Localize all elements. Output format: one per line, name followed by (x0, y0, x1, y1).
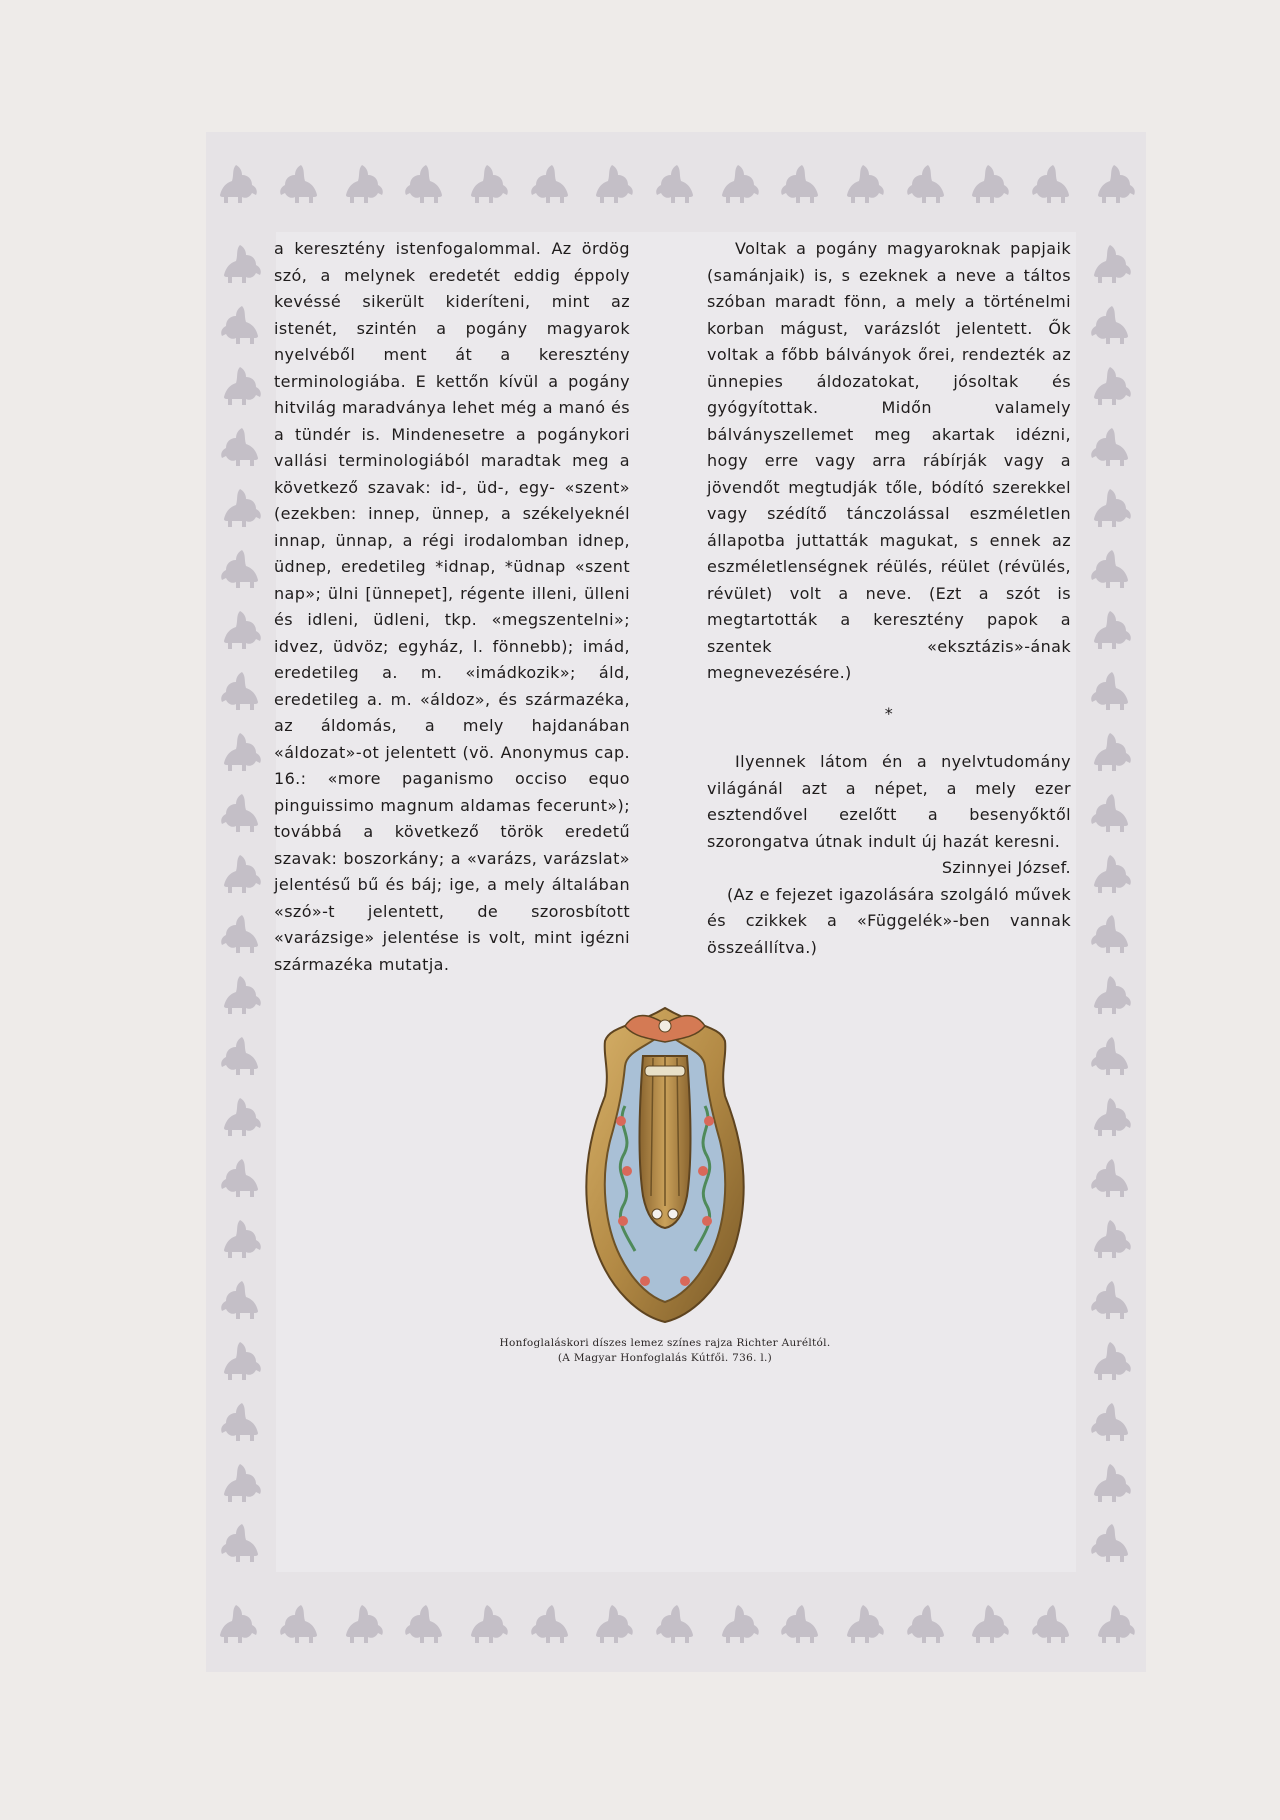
horse-icon (216, 786, 266, 836)
horse-icon (714, 1597, 764, 1647)
horse-icon (1086, 786, 1136, 836)
horse-icon (216, 1334, 266, 1384)
horse-icon (1086, 725, 1136, 775)
sources-note: (Az e fejezet igazolására szolgáló művek és czikkek a «Függelék»-ben vannak összeállítva.) (707, 884, 1071, 957)
horse-icon (216, 725, 266, 775)
right-paragraph-1: Voltak a pogány magyaroknak papjaik (samánjaik) is, s ezeknek a neve a táltos szóban maradt fönn, a mely a történelmi korban mágust, varázslót jelentett. Ők voltak a főbb bálványok őrei, rendezték az ünnepies áldozatokat, jósoltak és gyógyítottak. Midőn valamely bálványszellemet meg akartak idézni, hogy erre vagy arra rábírják vagy a jövendőt megtudják tőle, bódító szerekkel vagy szédítő tánczolással eszméletlen állapotba juttatták magukat, s ennek az eszméletlenségnek réülés, réület (révülés, révület) volt a neve. (Ezt a szót is megtartották a keresztény papok a szentek «eksztázis»-ának megnevezésére.) (707, 239, 1071, 682)
ornamental-border-bottom (206, 1572, 1146, 1672)
horse-icon (216, 664, 266, 714)
horse-icon (1086, 907, 1136, 957)
horse-icon (338, 1597, 388, 1647)
horse-icon (776, 157, 826, 207)
right-text-column (707, 236, 1071, 961)
ornament-plate-illustration (565, 996, 765, 1326)
figure-caption (430, 1336, 900, 1366)
horse-icon (216, 1456, 266, 1506)
horse-icon (1086, 664, 1136, 714)
horse-icon (1086, 603, 1136, 653)
horse-icon (526, 1597, 576, 1647)
horse-icon (216, 359, 266, 409)
horse-icon (1086, 1273, 1136, 1323)
horse-icon (839, 1597, 889, 1647)
horse-icon (216, 1029, 266, 1079)
horse-icon (400, 1597, 450, 1647)
horse-icon (1090, 1597, 1140, 1647)
horse-icon (1086, 1456, 1136, 1506)
left-text-column (274, 236, 630, 978)
horse-icon (216, 481, 266, 531)
horse-icon (902, 157, 952, 207)
horse-icon (1086, 968, 1136, 1018)
horse-icon (1086, 1334, 1136, 1384)
horse-icon (216, 1516, 266, 1566)
section-separator: * (884, 703, 894, 723)
ornamental-border-right (1076, 232, 1146, 1572)
horse-icon (1086, 847, 1136, 897)
horse-icon (1027, 1597, 1077, 1647)
ornamental-border-left (206, 232, 276, 1572)
horse-icon (338, 157, 388, 207)
horse-icon (1086, 237, 1136, 287)
horse-icon (1086, 420, 1136, 470)
horse-icon (216, 1273, 266, 1323)
caption-line-1: Honfoglaláskori díszes lemez színes rajza Richter Auréltól. (499, 1337, 831, 1349)
horse-icon (1086, 1090, 1136, 1140)
horse-icon (216, 1395, 266, 1445)
horse-icon (714, 157, 764, 207)
caption-line-2: (A Magyar Honfoglalás Kútfői. 736. l.) (557, 1352, 773, 1364)
left-paragraph: a keresztény istenfogalommal. Az ördög szó, a melynek eredetét eddig éppoly kevéssé sikerült kideríteni, mint az istenét, szintén a pogány magyarok nyelvéből ment át a keresztény terminologiába. E kettőn kívül a pogány hitvilág maradványa lehet még a manó és a tündér is. Mindenesetre a pogánykori vallási terminologiából maradtak meg a következő szavak: id-, üd-, egy- «szent» (ezekben: innep, ünnep, a székelyeknél innap, ünnap, a régi irodalomban idnep, üdnep, eredetileg *idnap, *üdnap «szent nap»; ülni [ünnepet], régente illeni, ülleni és idleni, üdleni, tkp. «megszentelni»; idvez, üdvöz; egyház, l. fönnebb); imád, eredetileg a. m. «imádkozik»; áld, eredetileg a. m. «áldoz», és származéka, az áldomás, a mely hajdanában «áldozat»-ot jelentett (vö. Anonymus cap. 16.: «more paganismo occiso equo pinguissimo magnum aldamas fecerunt»); továbbá a következő török eredetű szavak: boszorkány; a «varázs, varázslat» jelentésű bű és báj; ige, a mely általában «szó»-t jelentett, de szorosbított «varázsige» jelentése is volt, mint igézni származéka mutatja. (274, 239, 630, 974)
horse-icon (1086, 542, 1136, 592)
horse-icon (212, 1597, 262, 1647)
horse-icon (216, 603, 266, 653)
horse-icon (216, 542, 266, 592)
horse-icon (216, 968, 266, 1018)
horse-icon (1086, 1151, 1136, 1201)
horse-icon (1086, 481, 1136, 531)
ornamental-border-top (206, 132, 1146, 232)
horse-icon (212, 157, 262, 207)
horse-icon (651, 1597, 701, 1647)
horse-icon (275, 157, 325, 207)
horse-icon (1086, 1029, 1136, 1079)
horse-icon (526, 157, 576, 207)
right-paragraph-2: Ilyennek látom én a nyelvtudomány világánál azt a népet, a mely ezer esztendővel ezelőtt a besenyőktől szorongatva útnak indult új hazát keresni. (707, 752, 1071, 851)
horse-icon (964, 1597, 1014, 1647)
horse-icon (275, 1597, 325, 1647)
horse-icon (463, 157, 513, 207)
horse-icon (216, 907, 266, 957)
horse-icon (216, 237, 266, 287)
horse-icon (902, 1597, 952, 1647)
horse-icon (1090, 157, 1140, 207)
horse-icon (463, 1597, 513, 1647)
horse-icon (839, 157, 889, 207)
horse-icon (1086, 1516, 1136, 1566)
author-signature: Szinnyei József. (941, 858, 1071, 877)
horse-icon (216, 847, 266, 897)
horse-icon (216, 298, 266, 348)
horse-icon (1086, 1395, 1136, 1445)
horse-icon (1086, 1212, 1136, 1262)
horse-icon (216, 1090, 266, 1140)
horse-icon (588, 1597, 638, 1647)
horse-icon (588, 157, 638, 207)
horse-icon (216, 1151, 266, 1201)
horse-icon (400, 157, 450, 207)
horse-icon (216, 420, 266, 470)
horse-icon (1086, 359, 1136, 409)
horse-icon (651, 157, 701, 207)
horse-icon (1086, 298, 1136, 348)
horse-icon (964, 157, 1014, 207)
horse-icon (216, 1212, 266, 1262)
ornament-plate-icon (565, 996, 765, 1326)
horse-icon (776, 1597, 826, 1647)
horse-icon (1027, 157, 1077, 207)
